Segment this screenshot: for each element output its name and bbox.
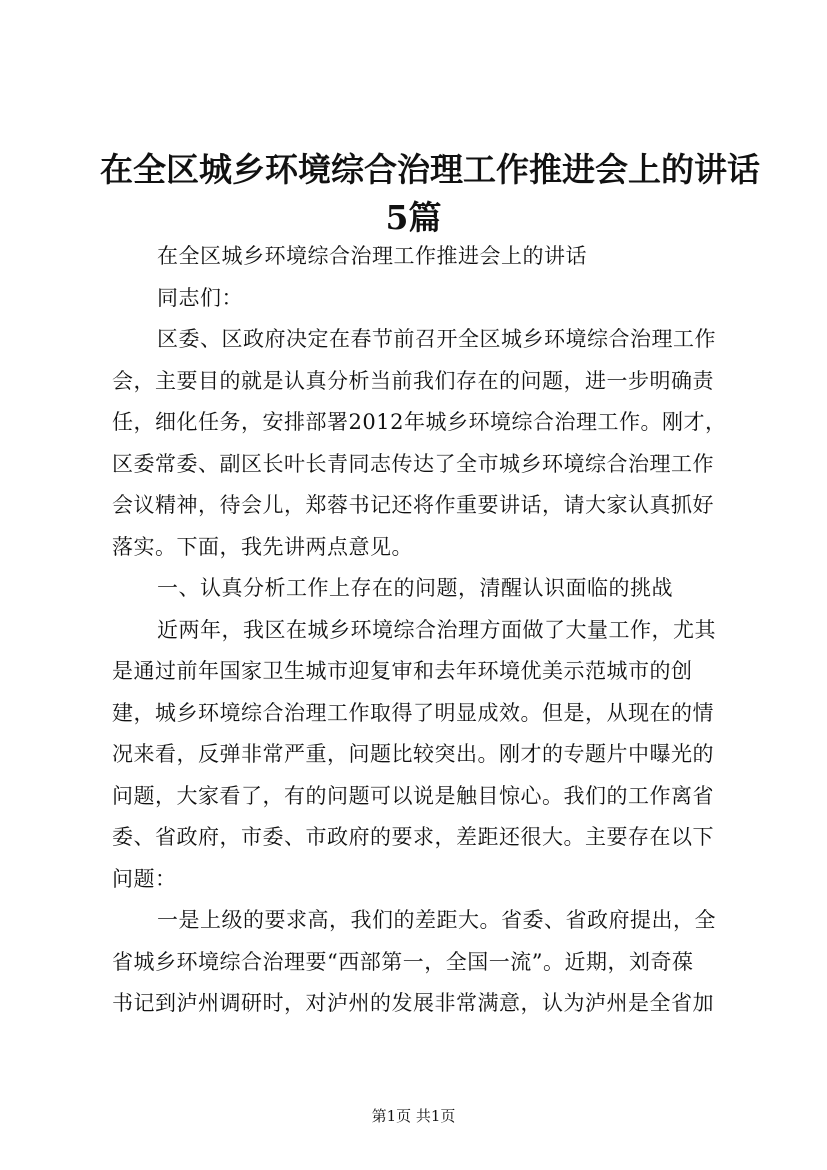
body-line: 一、认真分析工作上存在的问题，清醒认识面临的挑战 xyxy=(157,576,673,600)
body-line: 委、省政府，市委、市政府的要求，差距还很大。主要存在以下 xyxy=(112,825,714,849)
body-line: 会议精神，待会儿，郑蓉书记还将作重要讲话，请大家认真抓好 xyxy=(112,493,714,517)
body-line: 在全区城乡环境综合治理工作推进会上的讲话 xyxy=(157,244,587,268)
title-line-2: 5篇 xyxy=(385,198,442,237)
body-line: 任，细化任务，安排部署2012年城乡环境综合治理工作。刚才， xyxy=(112,410,727,434)
body-line: 区委常委、副区长叶长青同志传达了全市城乡环境综合治理工作 xyxy=(112,451,714,476)
page-footer: 第1页 共1页 xyxy=(371,1107,456,1125)
title-line-1: 在全区城乡环境综合治理工作推进会上的讲话 xyxy=(100,150,760,189)
body-line: 同志们： xyxy=(157,285,243,310)
body-line: 书记到泸州调研时，对泸州的发展非常满意，认为泸州是全省加 xyxy=(112,991,714,1015)
body-line: 省城乡环境综合治理要“西部第一，全国一流”。近期，刘奇葆 xyxy=(112,949,694,974)
body-line: 近两年，我区在城乡环境综合治理方面做了大量工作，尤其 xyxy=(157,617,716,642)
body-line: 区委、区政府决定在春节前召开全区城乡环境综合治理工作 xyxy=(157,327,716,351)
document-title xyxy=(100,146,760,242)
document-body xyxy=(112,236,734,1025)
body-line: 建，城乡环境综合治理工作取得了明显成效。但是，从现在的情 xyxy=(112,700,714,725)
body-line: 况来看，反弹非常严重，问题比较突出。刚才的专题片中曝光的 xyxy=(112,742,714,766)
body-line: 问题，大家看了，有的问题可以说是触目惊心。我们的工作离省 xyxy=(112,783,714,808)
body-line: 一是上级的要求高，我们的差距大。省委、省政府提出，全 xyxy=(157,908,716,932)
body-line: 落实。下面，我先讲两点意见。 xyxy=(112,534,413,559)
body-line: 问题： xyxy=(112,866,177,891)
body-line: 是通过前年国家卫生城市迎复审和去年环境优美示范城市的创 xyxy=(112,659,693,683)
body-line: 会，主要目的就是认真分析当前我们存在的问题，进一步明确责 xyxy=(112,368,714,393)
